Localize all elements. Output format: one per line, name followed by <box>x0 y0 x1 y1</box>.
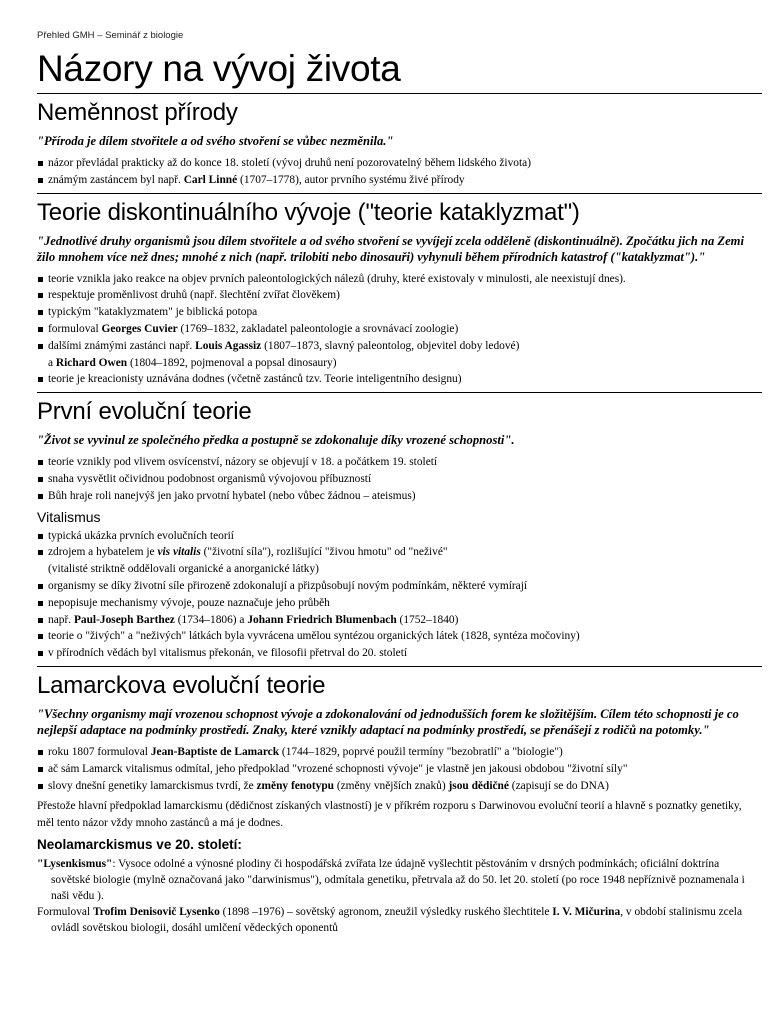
section-quote: "Příroda je dílem stvořitele a od svého stvoření se vůbec nezměnila." <box>37 134 394 148</box>
paragraph: Přestože hlavní předpoklad lamarckismu (dědičnost získaných vlastností) je v příkrém rozporu s Darwinovou evoluční teorií a hlavně s poznatky genetiky, měl tento názor vždy mnoho zastánců a má je dodnes. <box>37 800 742 829</box>
bullet-list <box>37 155 761 189</box>
list-item: teorie je kreacionisty uznávána dodnes (včetně zastánců tzv. Teorie inteligentního designu) <box>37 371 761 388</box>
person-name: Paul-Joseph Barthez <box>73 613 175 626</box>
term: změny fenotypu <box>256 779 334 792</box>
section-nemennost <box>37 99 761 189</box>
person-name: Trofim Denisovič Lysenko <box>93 906 220 919</box>
lysenkismus-paragraph: "Lysenkismus": Vysoce odolné a výnosné plodiny či hospodářská zvířata lze údajně vyšlechtit pěstováním v drsných podmínkách; oficiální doktrína sovětské biologie (mylně označovaná jako "darwinismus"), odmítala genetiku, přetrvala až do 50. let 20. století (po roce 1948 nepříznivě poznamenala i naši vědu ). <box>37 858 745 903</box>
person-name: Richard Owen <box>55 356 128 369</box>
person-name: I. V. Mičurina <box>552 906 621 919</box>
list-item: snaha vysvětlit očividnou podobnost organismů vývojovou příbuzností <box>37 471 761 488</box>
section-quote: "Jednotlivé druhy organismů jsou dílem stvořitele a od svého stvoření se vyvíjejí zcela odděleně (diskontinuálně). Zpočátku jich na Zemi žilo mnohem více než dnes; mnohé z nich (např. trilobiti nebo dinosauři) vyhynuli během přírodních katastrof ("kataklyzmat")." <box>37 233 744 264</box>
list-item: nepopisuje mechanismy vývoje, pouze naznačuje jeho průběh <box>37 595 761 612</box>
divider <box>37 666 762 667</box>
section-heading: Lamarckova evoluční teorie <box>37 671 326 699</box>
section-prvni-evolucni-teorie <box>37 398 761 662</box>
term: "Lysenkismus" <box>37 858 113 871</box>
person-name: Georges Cuvier <box>101 322 178 335</box>
list-item: teorie vznikly pod vlivem osvícenství, názory se objevují v 18. a počátkem 19. století <box>37 454 761 471</box>
term: vis vitalis <box>157 546 201 559</box>
section-heading: Neměnnost přírody <box>37 99 238 126</box>
list-item: názor převládal prakticky až do konce 18. století (vývoj druhů není pozorovatelný během lidského života) <box>37 155 761 172</box>
section-quote: "Život se vyvinul ze společného předka a postupně se zdokonaluje díky vrozené schopnosti". <box>37 433 515 448</box>
person-name: Jean-Baptiste de Lamarck <box>150 745 280 758</box>
list-item: např. Paul-Joseph Barthez (1734–1806) a Johann Friedrich Blumenbach (1752–1840) <box>37 612 761 629</box>
section-heading: Teorie diskontinuálního vývoje ("teorie kataklyzmat") <box>37 198 580 226</box>
lysenko-paragraph: Formuloval Trofim Denisovič Lysenko (1898 –1976) – sovětský agronom, zneužil výsledky ruského šlechtitele I. V. Mičurina, v období stalinismu zcela ovládl sovětskou biologii, dosáhl umlčení vědeckých oponentů <box>37 906 743 935</box>
list-item: známým zastáncem byl např. Carl Linné (1707–1778), autor prvního systému živé přírody <box>37 172 761 189</box>
divider <box>37 193 762 194</box>
document-page <box>37 30 761 936</box>
list-item: ač sám Lamarck vitalismus odmítal, jeho předpoklad "vrozené schopnosti vývoje" je vlastně jen jakousi obdobou "životní síly" <box>37 761 761 778</box>
divider <box>37 93 762 94</box>
term: jsou dědičné <box>448 779 509 792</box>
list-item: organismy se díky životní síle přirozeně zdokonalují a přizpůsobují novým podmínkám, některé vymírají <box>37 578 761 595</box>
list-item: typickým "kataklyzmatem" je biblická potopa <box>37 304 761 321</box>
section-lamarck <box>37 672 761 936</box>
list-item: v přírodních vědách byl vitalismus překonán, ve filosofii přetrval do 20. století <box>37 645 761 662</box>
section-kataklyzmata <box>37 199 761 389</box>
bullet-list <box>37 744 761 794</box>
list-item-continuation: (vitalisté striktně oddělovali organické a anorganické látky) <box>48 563 319 576</box>
list-item: respektuje proměnlivost druhů (např. šlechtění zvířat člověkem) <box>37 287 761 304</box>
person-name: Johann Friedrich Blumenbach <box>247 613 397 626</box>
subsection-heading: Neolamarckismus ve 20. století: <box>37 837 242 853</box>
section-quote: "Všechny organismy mají vrozenou schopnost vývoje a zdokonalování od jednodušších forem ke složitějším. Cílem této schopnosti je co nejlepší adaptace na podmínky prostředí. Znaky, které vznikly adaptací na podmínky prostředí, se přenášejí z rodičů na potomky." <box>37 706 739 737</box>
section-heading: První evoluční teorie <box>37 398 252 426</box>
subsection-heading: Vitalismus <box>37 508 101 525</box>
page-title: Názory na vývoj života <box>37 48 401 89</box>
list-item: dalšími známými zastánci např. Louis Agassiz (1807–1873, slavný paleontolog, objevitel doby ledové) a Richard Owen (1804–1892, pojmenoval a popsal dinosaury) <box>37 338 761 372</box>
list-item-continuation: a Richard Owen (1804–1892, pojmenoval a popsal dinosaury) <box>48 356 337 369</box>
list-item: teorie vznikla jako reakce na objev prvních paleontologických nálezů (druhy, které existovaly v minulosti, ale neexistují dnes). <box>37 271 761 288</box>
bullet-list <box>37 454 761 504</box>
list-item: formuloval Georges Cuvier (1769–1832, zakladatel paleontologie a srovnávací zoologie) <box>37 321 761 338</box>
person-name: Louis Agassiz <box>195 339 262 352</box>
list-item: zdrojem a hybatelem je vis vitalis ("životní síla"), rozlišující "živou hmotu" od "neživé" (vitalisté striktně oddělovali organické a anorganické látky) <box>37 544 761 578</box>
divider <box>37 392 762 393</box>
bullet-list <box>37 528 761 662</box>
list-item: roku 1807 formuloval Jean-Baptiste de Lamarck (1744–1829, poprvé použil termíny "bezobratlí" a "biologie") <box>37 744 761 761</box>
list-item: teorie o "živých" a "neživých" látkách byla vyvrácena umělou syntézou organických látek (1828, syntéza močoviny) <box>37 628 761 645</box>
person-name: Carl Linné <box>183 173 238 186</box>
breadcrumb: Přehled GMH – Seminář z biologie <box>37 30 184 41</box>
list-item: Bůh hraje roli nanejvýš jen jako prvotní hybatel (nebo vůbec žádnou – ateismus) <box>37 488 761 505</box>
bullet-list <box>37 271 761 389</box>
list-item: slovy dnešní genetiky lamarckismus tvrdí, že změny fenotypu (změny vnějších znaků) jsou dědičné (zapisují se do DNA) <box>37 778 761 795</box>
list-item: typická ukázka prvních evolučních teorií <box>37 528 761 545</box>
